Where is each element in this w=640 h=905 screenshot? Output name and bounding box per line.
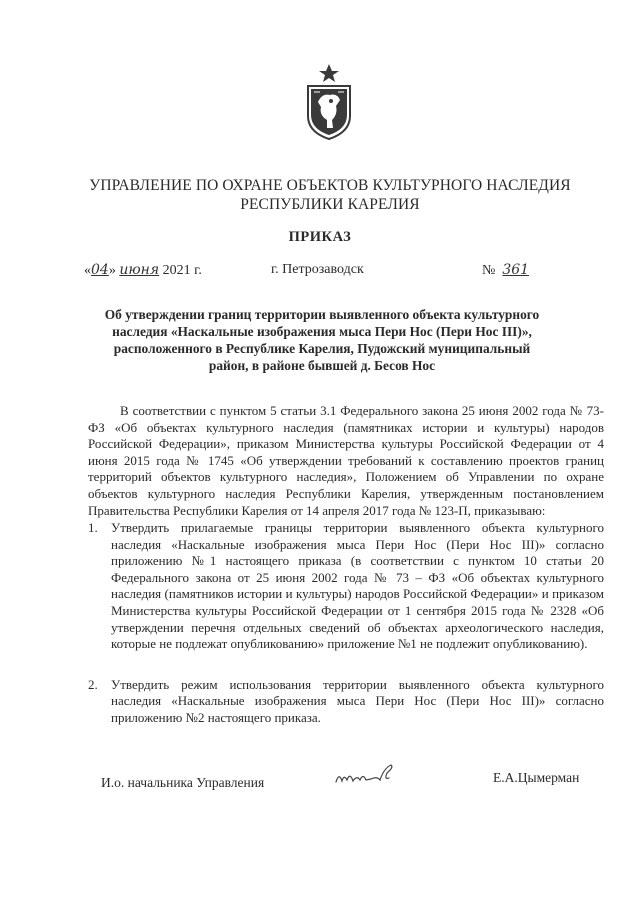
organization-line-1: УПРАВЛЕНИЕ ПО ОХРАНЕ ОБЪЕКТОВ КУЛЬТУРНОГО НАСЛЕДИЯ: [89, 177, 571, 194]
document-number: [482, 262, 529, 279]
order-item: [88, 677, 604, 727]
date-open-quote: «: [84, 263, 91, 278]
signatory-position: И.о. начальника Управления: [101, 775, 265, 790]
order-item-number: 2.: [88, 676, 98, 692]
order-items: [88, 520, 604, 727]
document-date: [84, 262, 202, 279]
date-close-quote: »: [108, 263, 116, 278]
organization-line-2: РЕСПУБЛИКИ КАРЕЛИЯ: [240, 196, 420, 213]
order-preamble: В соответствии с пунктом 5 статьи 3.1 Федерального закона 25 июня 2002 года № 73-ФЗ «Об объектах культурного наследия (памятниках истории и культуры) народов Российской Федерации», приказом Министерства культуры Российской Федерации от 4 июня 2015 года № 1745 «Об утверждении требований к составлению проектов границ территорий объектов культурного наследия», Положением об Управлении по охране объектов культурного наследия Республики Карелия, утвержденным постановлением Правительства Республики Карелия от 14 апреля 2017 года № 123-П, приказываю:: [88, 403, 604, 518]
handwritten-signature: [333, 760, 401, 790]
document-type: ПРИКАЗ: [288, 229, 352, 245]
signatory-name: Е.А.Цымерман: [493, 770, 580, 785]
order-item-text: Утвердить режим использования территории выявленного объекта культурного наследия «Наскальные изображения мыса Пери Нос (Пери Нос III)» согласно приложению №2 настоящего приказа.: [111, 676, 604, 725]
date-day: 04: [91, 262, 109, 278]
organization-name: [60, 176, 600, 214]
number-label: №: [482, 263, 496, 278]
document-city: г. Петрозаводск: [271, 262, 364, 277]
signature-block: [0, 770, 640, 800]
coat-of-arms-emblem: [300, 62, 358, 142]
order-subject: Об утверждении границ территории выявленного объекта культурного наследия «Наскальные изображения мыса Пери Нос (Пери Нос III)», расположенного в Республике Карелия, Пудожский муниципальный район, в районе бывшей д. Бесов Нос: [104, 307, 540, 373]
order-item-number: 1.: [88, 520, 98, 535]
order-item-text: Утвердить прилагаемые границы территории выявленного объекта культурного наследия «Наскальные изображения мыса Пери Нос (Пери Нос III)» согласно приложению №1 настоящего приказа (в соответствии с пунктом 10 статьи 20 Федерального закона от 25 июня 2002 года № 73 – ФЗ «Об объектах культурного наследия (памятников истории и культуры) народов Российской Федерации» и приказом Министерства культуры Российской Федерации от 1 сентября 2015 года № 2328 «Об утверждении перечня отдельных сведений об объектах археологического наследия, которые не подлежат опубликованию» приложение №1 не подлежит опубликованию).: [111, 520, 604, 652]
date-year: 2021 г.: [162, 263, 202, 278]
order-item: [88, 520, 604, 653]
number-value: 361: [502, 262, 530, 278]
date-month: июня: [119, 262, 160, 278]
document-meta: [0, 262, 640, 282]
